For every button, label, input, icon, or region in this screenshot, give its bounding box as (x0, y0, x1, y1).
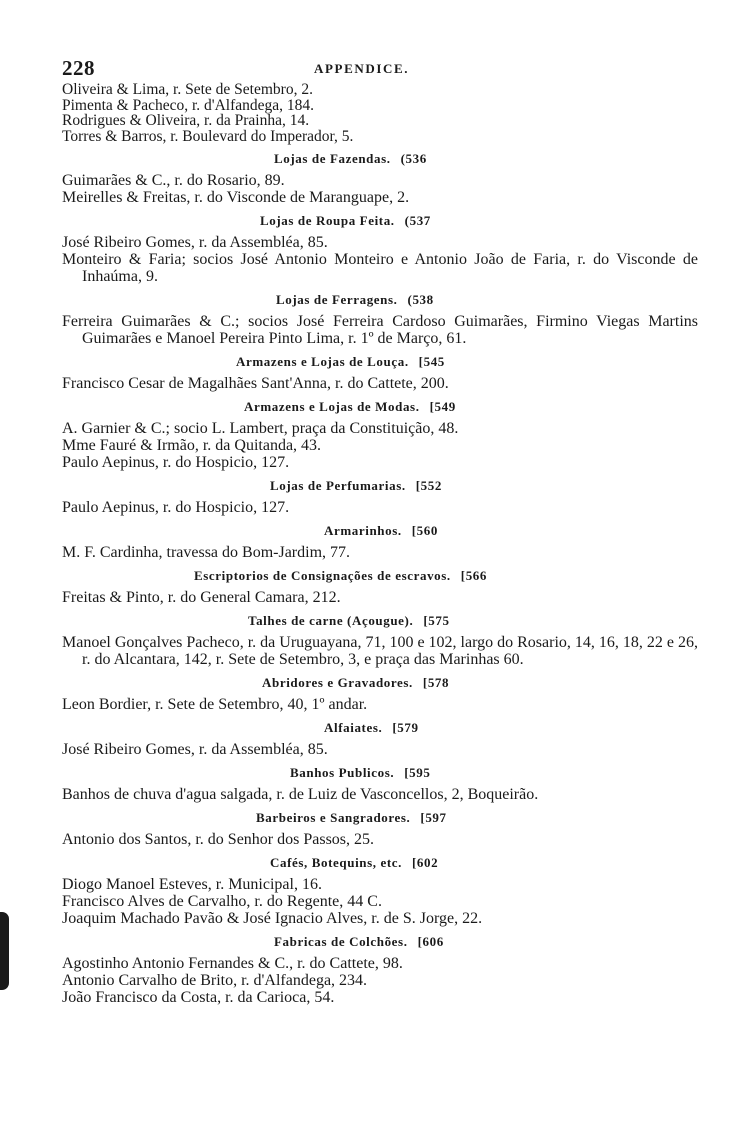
section-number: [579 (392, 720, 419, 735)
directory-section (62, 475, 698, 516)
running-title: APPENDICE. (314, 61, 410, 76)
section-entries (62, 696, 698, 713)
directory-section (62, 148, 698, 206)
directory-entry: Banhos de chuva d'agua salgada, r. de Luiz de Vasconcellos, 2, Boqueirão. (62, 786, 539, 803)
directory-section (62, 931, 698, 1006)
section-title: Armazens e Lojas de Modas. (244, 399, 420, 414)
directory-section (62, 852, 698, 927)
directory-entry: Ferreira Guimarães & C.; socios José Ferreira Cardoso Guimarães, Firmino Viegas Martins Guimarães e Manoel Pereira Pinto Lima, r. 1º de Março, 61. (62, 313, 698, 347)
section-number: [549 (429, 399, 456, 414)
section-entries (62, 375, 698, 392)
section-number: [560 (411, 523, 438, 538)
section-title: Lojas de Ferragens. (276, 292, 398, 307)
section-entries (62, 234, 698, 285)
section-entries (62, 313, 698, 347)
section-title: Banhos Publicos. (290, 765, 395, 780)
section-entries (62, 420, 698, 471)
directory-entry: M. F. Cardinha, travessa do Bom-Jardim, 77. (62, 544, 351, 561)
section-number: [545 (418, 354, 445, 369)
section-entries (62, 831, 698, 848)
page-header (62, 56, 698, 82)
directory-entry: Paulo Aepinus, r. do Hospicio, 127. (62, 499, 290, 516)
sections-list (62, 148, 698, 1006)
section-number: (538 (407, 292, 434, 307)
section-heading (62, 807, 698, 829)
directory-entry: Freitas & Pinto, r. do General Camara, 212. (62, 589, 341, 606)
directory-entry: Mme Fauré & Irmão, r. da Quitanda, 43. (62, 437, 322, 454)
section-number: (536 (400, 151, 427, 166)
section-title: Lojas de Roupa Feita. (260, 213, 395, 228)
section-entries (62, 876, 698, 927)
section-entries (62, 955, 698, 1006)
directory-entry: José Ribeiro Gomes, r. da Assembléa, 85. (62, 741, 328, 758)
section-title: Armazens e Lojas de Louça. (236, 354, 409, 369)
section-number: [575 (423, 613, 450, 628)
section-number: [606 (417, 934, 444, 949)
directory-entry: Antonio Carvalho de Brito, r. d'Alfandega, 234. (62, 972, 368, 989)
section-heading (62, 148, 698, 170)
directory-entry: Paulo Aepinus, r. do Hospicio, 127. (62, 454, 290, 471)
directory-entry: Joaquim Machado Pavão & José Ignacio Alves, r. de S. Jorge, 22. (62, 910, 483, 927)
section-title: Lojas de Perfumarias. (270, 478, 406, 493)
directory-entry: José Ribeiro Gomes, r. da Assembléa, 85. (62, 234, 328, 251)
directory-section (62, 520, 698, 561)
section-entries (62, 634, 698, 668)
section-number: [597 (420, 810, 447, 825)
directory-entry: Antonio dos Santos, r. do Senhor dos Passos, 25. (62, 831, 375, 848)
directory-entry: Agostinho Antonio Fernandes & C., r. do Cattete, 98. (62, 955, 403, 972)
directory-section (62, 672, 698, 713)
directory-entry: Manoel Gonçalves Pacheco, r. da Uruguayana, 71, 100 e 102, largo do Rosario, 14, 16, 18, 22 e 26, r. do Alcantara, 142, r. Sete de Setembro, 3, e praça das Marinhas 60. (62, 634, 699, 668)
section-heading (62, 210, 698, 232)
section-heading (62, 396, 698, 418)
directory-section (62, 289, 698, 347)
page-edge-mark (0, 912, 9, 990)
directory-entry: Pimenta & Pacheco, r. d'Alfandega, 184. (62, 96, 315, 114)
continued-entries (62, 82, 698, 144)
section-heading (62, 289, 698, 311)
section-number: (537 (404, 213, 431, 228)
section-entries (62, 786, 698, 803)
section-number: [552 (415, 478, 442, 493)
directory-entry: Diogo Manoel Esteves, r. Municipal, 16. (62, 876, 322, 893)
directory-section (62, 717, 698, 758)
section-entries (62, 544, 698, 561)
section-entries (62, 589, 698, 606)
directory-section (62, 762, 698, 803)
section-number: [566 (460, 568, 488, 583)
section-title: Alfaiates. (324, 720, 383, 735)
section-heading (62, 565, 698, 587)
section-title: Abridores e Gravadores. (262, 675, 413, 690)
section-heading (62, 931, 698, 953)
section-heading (62, 717, 698, 739)
section-number: [578 (422, 675, 450, 690)
directory-entry: Leon Bordier, r. Sete de Setembro, 40, 1º andar. (62, 696, 368, 713)
section-title: Armarinhos. (324, 523, 402, 538)
directory-section (62, 565, 698, 606)
section-title: Cafés, Botequins, etc. (270, 855, 402, 870)
directory-entry: Guimarães & C., r. do Rosario, 89. (62, 172, 285, 189)
section-heading (62, 610, 698, 632)
section-heading (62, 475, 698, 497)
directory-section (62, 610, 698, 668)
section-heading (62, 762, 698, 784)
section-title: Escriptorios de Consignações de escravos. (194, 568, 451, 583)
section-heading (62, 852, 698, 874)
directory-entry: João Francisco da Costa, r. da Carioca, 54. (62, 989, 335, 1006)
directory-section (62, 396, 698, 471)
directory-entry: Francisco Cesar de Magalhães Sant'Anna, r. do Cattete, 200. (62, 375, 449, 392)
directory-section (62, 210, 698, 285)
section-heading (62, 672, 698, 694)
section-entries (62, 499, 698, 516)
section-title: Fabricas de Colchões. (274, 934, 408, 949)
directory-section (62, 351, 698, 392)
document-page (62, 56, 698, 1006)
directory-section (62, 807, 698, 848)
section-number: [595 (404, 765, 431, 780)
directory-entry: Meirelles & Freitas, r. do Visconde de Maranguape, 2. (62, 189, 410, 206)
directory-entry: Oliveira & Lima, r. Sete de Setembro, 2. (62, 81, 313, 98)
directory-entry: A. Garnier & C.; socio L. Lambert, praça da Constituição, 48. (62, 420, 459, 437)
directory-entry: Francisco Alves de Carvalho, r. do Regente, 44 C. (62, 893, 382, 910)
section-entries (62, 172, 698, 206)
section-number: [602 (412, 855, 439, 870)
section-heading (62, 351, 698, 373)
section-title: Talhes de carne (Açougue). (248, 613, 414, 628)
section-title: Barbeiros e Sangradores. (256, 810, 411, 825)
section-title: Lojas de Fazendas. (274, 151, 391, 166)
directory-entry: Torres & Barros, r. Boulevard do Imperador, 5. (62, 127, 354, 145)
directory-entry: Monteiro & Faria; socios José Antonio Monteiro e Antonio João de Faria, r. do Visconde de Inhaúma, 9. (62, 251, 698, 285)
section-heading (62, 520, 698, 542)
directory-entry: Rodrigues & Oliveira, r. da Prainha, 14. (62, 112, 310, 129)
page-number: 228 (62, 56, 95, 80)
section-entries (62, 741, 698, 758)
